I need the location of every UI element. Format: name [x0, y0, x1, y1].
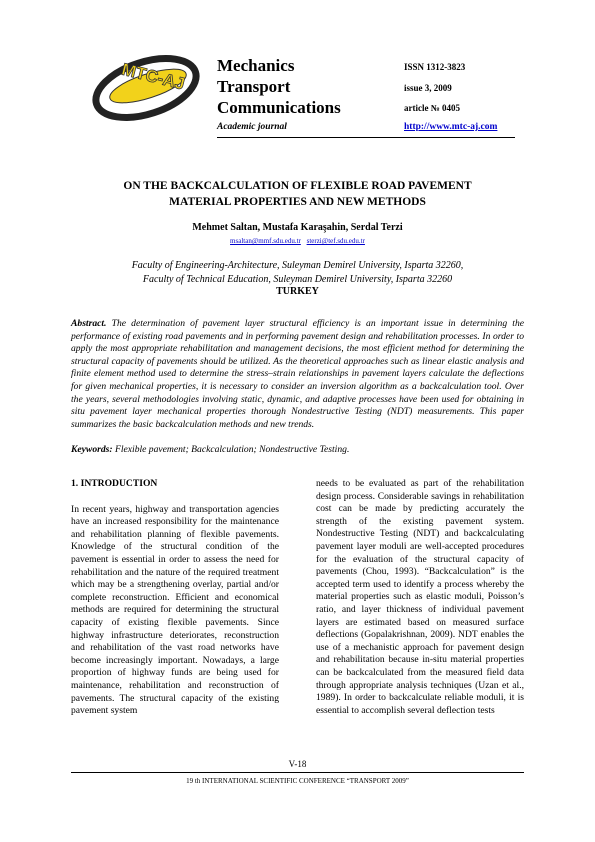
conference-footer: 19 th INTERNATIONAL SCIENTIFIC CONFERENCE “TRANSPORT 2009” [186, 777, 409, 785]
abstract-label: Abstract. [71, 318, 107, 329]
issue: issue 3, 2009 [404, 83, 452, 93]
page-number: V-18 [288, 759, 307, 769]
logo-text: MTC-AJ [119, 59, 187, 94]
journal-logo [84, 40, 214, 132]
authors: Mehmet Saltan, Mustafa Karaşahin, Serdal Terzi [192, 222, 403, 233]
intro-paragraph-right: needs to be evaluated as part of the rehabilitation design process. Considerable savings in rehabilitation cost can be made by predicting accurately the strength of the existing pavement system. Nondestructive Testing (NDT) and backcalculating pavement layer moduli are well-accepted procedures for the evaluation of the structural capacity of pavements (Chou, 1993). “Backcalculation” is the accepted term used to identify a process whereby the material properties such as elastic moduli, Poisson’s ratio, and layer thickness of individual pavement layers are estimated based on measured surface deflections (Gopalakrishnan, 2009). NDT enables the use of a mechanistic approach for pavement design and rehabilitation because in-situ material properties can be backcalculated from the measured field data through appropriate analysis techniques (Uzan et al., 1989). In order to backcalculate reliable moduli, it is essential to accomplish several deflection tests [316, 478, 524, 716]
email-link-2[interactable]: sterzi@tef.sdu.edu.tr [306, 237, 365, 245]
keywords [71, 444, 524, 457]
keywords-text: Flexible pavement; Backcalculation; Nondestructive Testing. [114, 444, 350, 455]
abstract-text: The determination of pavement layer structural efficiency is an important issue in determining the performance of existing road pavements and in performing pavement design and rehabilitation processes. In order to apply the most appropriate rehabilitation and management decisions, the most efficient method for determining the structural capacity of pavements should be utilized. As the theoretical approaches such as linear elastic analysis and finite element method used to determine the stress–strain relationships in pavement layers calculate the deflections for given mechanical properties, it is necessary to consider an inversion algorithm as a backcalculation tool. Over the years, several methodologies involving static, dynamic, and adaptive processes have been used for obtaining in situ pavement layer mechanical properties thorough Nondestructive Testing (NDT) measurements. This paper summarizes the basic backcalculation methods and new trends. [71, 318, 524, 430]
footer-rule [71, 772, 524, 773]
journal-type: Academic journal [217, 122, 287, 132]
country: TURKEY [276, 286, 319, 297]
affiliations [40, 259, 555, 287]
journal-name-line-2: Transport [217, 77, 291, 96]
header-rule [217, 137, 515, 138]
website-link[interactable]: http://www.mtc-aj.com [404, 122, 498, 132]
body-column-left [71, 478, 279, 718]
paper-title [40, 178, 555, 210]
keywords-label: Keywords: [71, 444, 113, 455]
affiliation-2: Faculty of Technical Education, Suleyman Demirel University, Isparta 32260 [142, 274, 453, 285]
email-link-1[interactable]: msaltan@mmf.sdu.edu.tr [230, 237, 301, 245]
author-emails [40, 237, 555, 245]
issn: ISSN 1312-3823 [404, 62, 466, 72]
section-heading: 1. INTRODUCTION [71, 478, 158, 489]
affiliation-1: Faculty of Engineering-Architecture, Suleyman Demirel University, Isparta 32260, [131, 260, 464, 271]
article-number: article № 0405 [404, 103, 461, 113]
title-line-1: ON THE BACKCALCULATION OF FLEXIBLE ROAD PAVEMENT [123, 180, 472, 192]
journal-name-line-1: Mechanics [217, 56, 295, 75]
journal-name-line-3: Communications [217, 98, 341, 117]
abstract [71, 318, 524, 431]
body-column-right [316, 478, 524, 717]
title-line-2: MATERIAL PROPERTIES AND NEW METHODS [169, 196, 426, 208]
intro-paragraph-left: In recent years, highway and transportation agencies have an increased responsibility for the maintenance and rehabilitation planning of flexible pavements. Knowledge of the structural condition of the pavement is essential in order to assess the need for rehabilitation and the nature of the required treatment which may be a strengthening overlay, partial and/or complete reconstruction. Efficient and economical methods are required for determining the structural capacity of existing flexible pavements. Since highway infrastructure deteriorates, reconstruction and rehabilitation of the vast road networks have become increasingly important. Nowadays, a large proportion of highway funds are being used for maintenance, rehabilitation and reconstruction of pavements. The structural capacity of the existing pavement system [71, 503, 279, 717]
